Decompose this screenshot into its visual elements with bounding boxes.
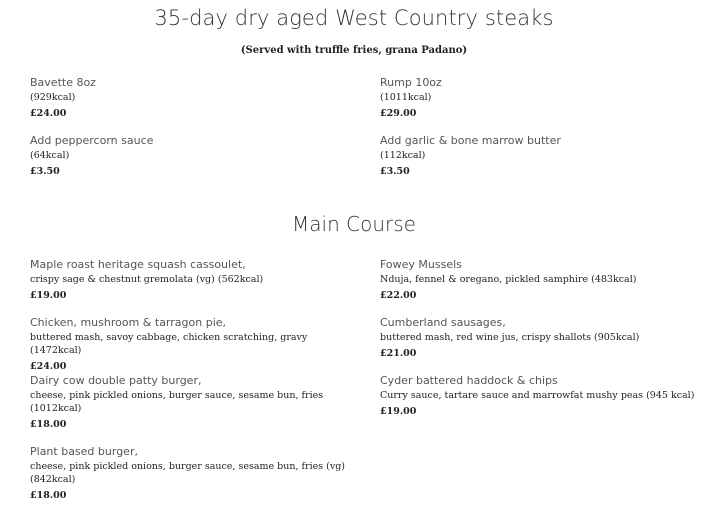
- item-price: £24.00: [30, 108, 67, 119]
- item-name: Chicken, mushroom & tarragon pie,: [30, 316, 227, 329]
- item-description: (112kcal): [380, 150, 426, 161]
- item-description: (64kcal): [30, 150, 70, 161]
- item-price: £19.00: [380, 406, 417, 417]
- item-description: buttered mash, red wine jus, crispy shallots (905kcal): [380, 332, 640, 343]
- item-name: Rump 10oz: [380, 76, 442, 89]
- item-price: £3.50: [30, 166, 60, 177]
- item-name: Add garlic & bone marrow butter: [380, 134, 561, 147]
- menu-item-plant-burger: [30, 445, 350, 502]
- menu-item-chicken-pie: [30, 316, 350, 373]
- item-price: £21.00: [380, 348, 417, 359]
- menu-item-peppercorn-sauce: [30, 134, 350, 178]
- item-description: crispy sage & chestnut gremolata (vg) (562kcal): [30, 274, 264, 285]
- menu-item-bavette: [30, 76, 350, 120]
- item-name: Fowey Mussels: [380, 258, 462, 271]
- item-description: Nduja, fennel & oregano, pickled samphire (483kcal): [380, 274, 637, 285]
- item-description: buttered mash, savoy cabbage, chicken scratching, gravy (1472kcal): [30, 332, 308, 356]
- menu-item-cumberland-sausages: [380, 316, 700, 360]
- item-description: Curry sauce, tartare sauce and marrowfat mushy peas (945 kcal): [380, 390, 695, 401]
- item-price: £18.00: [30, 490, 67, 501]
- menu-item-squash-cassoulet: [30, 258, 350, 302]
- steaks-section-title: 35-day dry aged West Country steaks: [154, 6, 554, 30]
- item-name: Cyder battered haddock & chips: [380, 374, 558, 387]
- item-description: cheese, pink pickled onions, burger sauce, sesame bun, fries (vg) (842kcal): [30, 461, 345, 485]
- item-price: £22.00: [380, 290, 417, 301]
- item-description: (929kcal): [30, 92, 76, 103]
- steaks-subtitle: (Served with truffle fries, grana Padano): [240, 45, 468, 56]
- item-name: Add peppercorn sauce: [30, 134, 154, 147]
- item-description: cheese, pink pickled onions, burger sauce, sesame bun, fries (1012kcal): [30, 390, 324, 414]
- item-price: £24.00: [30, 361, 67, 372]
- item-name: Cumberland sausages,: [380, 316, 506, 329]
- menu-item-haddock-chips: [380, 374, 700, 418]
- item-price: £18.00: [30, 419, 67, 430]
- item-name: Bavette 8oz: [30, 76, 96, 89]
- menu-item-rump: [380, 76, 700, 120]
- item-price: £19.00: [30, 290, 67, 301]
- item-price: £3.50: [380, 166, 410, 177]
- menu-item-garlic-butter: [380, 134, 700, 178]
- item-description: (1011kcal): [380, 92, 432, 103]
- item-name: Plant based burger,: [30, 445, 138, 458]
- menu-item-double-patty-burger: [30, 374, 350, 431]
- item-name: Dairy cow double patty burger,: [30, 374, 202, 387]
- item-price: £29.00: [380, 108, 417, 119]
- main-course-title: Main Course: [292, 212, 416, 236]
- menu-item-fowey-mussels: [380, 258, 700, 302]
- item-name: Maple roast heritage squash cassoulet,: [30, 258, 246, 271]
